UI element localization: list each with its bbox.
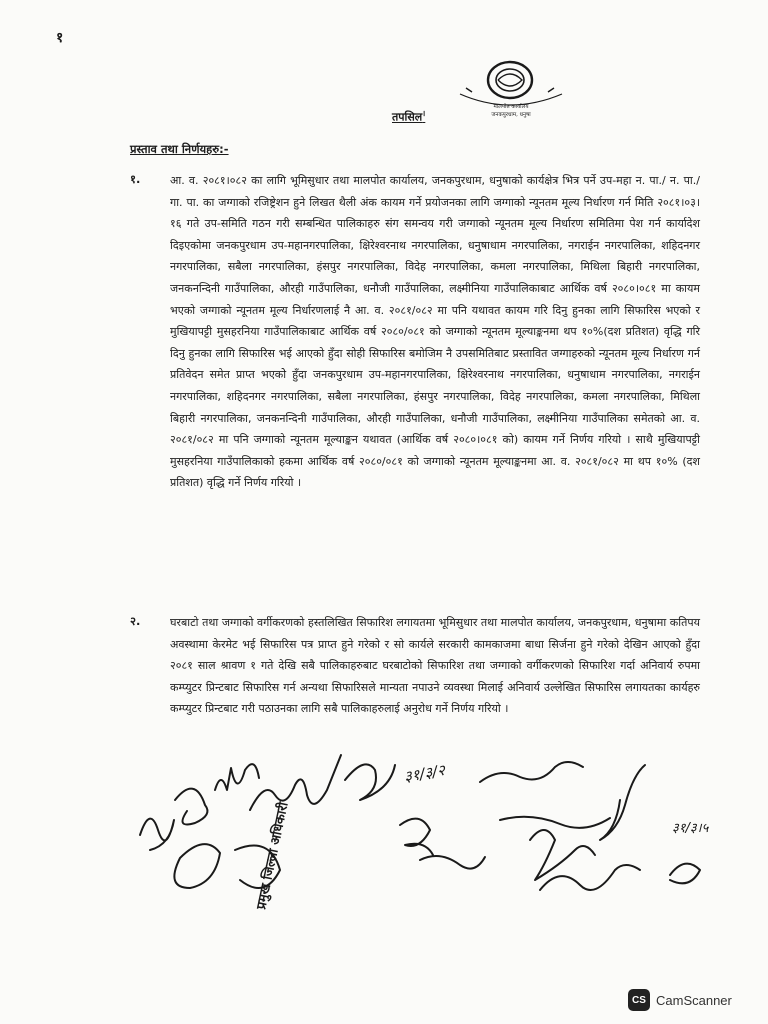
- signature: [530, 830, 595, 880]
- signature-date: ३१/३।५: [672, 821, 709, 836]
- header-label-suffix: ।: [422, 109, 426, 118]
- signature: [480, 762, 583, 782]
- seal-line: जनकपुरधाम, धनुषा: [491, 112, 531, 118]
- signature: [250, 755, 341, 810]
- signatures-block: [120, 740, 720, 930]
- item-number: १.: [130, 172, 141, 186]
- item-number: २.: [130, 614, 141, 628]
- signature: [670, 864, 700, 884]
- stamp-text: प्रमुख जिल्ला अधिकारी: [254, 800, 292, 911]
- signature: [345, 764, 395, 800]
- decision-paragraph: घरबाटो तथा जग्गाको वर्गीकरणको हस्तलिखित सिफारिश लगायतमा भूमिसुधार तथा मालपोत कार्यालय, जनकपुरधाम, धनुषामा कतिपय अवस्थामा केरमेट भई सिफारिस पत्र प्राप्त हुने गरेको र सो कार्यले सरकारी कामकाजमा बाधा सिर्जना हुने गरेको देखिन आएको हुँदा २०८१ साल श्रावण १ गते देखि सबै पालिकाहरुबाट घरबाटोको सिफारिश तथा जग्गाको वर्गीकरणको सिफारिश गर्दा अनिवार्य रुपमा कम्प्युटर प्रिन्टबाट सिफारिस गर्न अन्यथा सिफारिसले मान्यता नपाउने व्यवस्था मिलाई अनिवार्य उल्लेखित सिफारिस लगायतका कार्यहरु कम्प्युटर प्रिन्टबाट गरी पठाउनका लागि सबै पालिकाहरुलाई अनुरोध गर्ने निर्णय गरियो ।: [170, 616, 700, 716]
- signature: [500, 817, 610, 828]
- signature: [400, 819, 433, 855]
- signature: [215, 764, 259, 790]
- corner-mark: १: [56, 30, 64, 46]
- signature: [540, 865, 640, 890]
- camscanner-watermark: [628, 988, 732, 1012]
- signature: [175, 789, 207, 825]
- camscanner-name: CamScanner: [656, 992, 732, 1008]
- signature: [174, 844, 220, 888]
- camscanner-logo-icon: CS: [628, 989, 650, 1011]
- seal-line: मालपोत कार्यालय: [493, 104, 529, 110]
- section-title: प्रस्ताव तथा निर्णयहरु:-: [130, 142, 229, 156]
- signature-date: ३१/३/२: [402, 761, 447, 786]
- header-label-text: तपसिल: [392, 110, 423, 124]
- signature: [420, 856, 485, 869]
- signature: [140, 819, 174, 850]
- header-label: [392, 108, 425, 125]
- office-seal-icon: [452, 58, 570, 120]
- decision-paragraph: आ. व. २०८१।०८२ का लागि भूमिसुधार तथा मालपोत कार्यालय, जनकपुरधाम, धनुषाको कार्यक्षेत्र भित्र पर्ने उप-महा न. पा./ न. पा./ गा. पा. का जग्गाको रजिष्ट्रेशन हुने लिखत थैली अंक कायम गर्ने प्रयोजनका लागि जग्गाको न्यूनतम मूल्य निर्धारण गर्न मिति २०८१।०३।१६ गते उप-समिति गठन गरी सम्बन्धित पालिकाहरु संग समन्वय गरी जग्गाको न्यूनतम मूल्य निर्धारण समितिमा पेश गर्न कार्यादेश दिइएकोमा जनकपुरधाम उप-महानगरपालिका, क्षिरेश्वरनाथ नगरपालिका, धनुषाधाम नगरपालिका, नगराईन नगरपालिका, शहिदनगर नगरपालिका, सबैला नगरपालिका, हंसपुर नगरपालिका, विदेह नगरपालिका, कमला नगरपालिका, मिथिला बिहारी नगरपालिका, जनकनन्दिनी गाउँपालिका, औरही गाउँपालिका, धनौजी गाउँपालिका, लक्ष्मीनिया गाउँपालिकाबाट आर्थिक वर्ष २०८०।०८१ मा कायम भएको जग्गाको न्यूनतम मूल्य निर्धारणलाई नै आ. व. २०८१/०८२ मा पनि यथावत कायम गरि दिनु हुनका लागि सिफारिस भएको र मुखियापट्टी मुसहरनिया गाउँपालिकाबाट आर्थिक वर्ष २०८०/०८१ को जग्गाको न्यूनतम मूल्याङ्कनमा थप १०%(दश प्रतिशत) वृद्धि गरि दिनु हुनका लागि सिफारिस भई आएको हुँदा सोही सिफारिस बमोजिम नै उपसमितिबाट प्रस्तावित जग्गाहरुको न्यूनतम मूल्य निर्धारण गर्न प्रतिवेदन समेत प्राप्त भएकोे हुँदा जनकपुरधाम उप-महानगरपालिका, क्षिरेश्वरनाथ नगरपालिका, धनुषाधाम नगरपालिका, नगराईन नगरपालिका, शहिदनगर नगरपालिका, सबैला नगरपालिका, हंसपुर नगरपालिका, विदेह नगरपालिका, कमला नगरपालिका, मिथिला बिहारी नगरपालिका, जनकनन्दिनी गाउँपालिका, औरही गाउँपालिका, धनौजी गाउँपालिका, लक्ष्मीनिया गाउँपालिका समेतको आ. व. २०८१/०८२ मा पनि जग्गाको न्यूनतम मूल्याङ्कन यथावत (आर्थिक वर्ष २०८०।०८१ को) कायम गर्ने निर्णय गरियो । साथै मुखियापट्टी मुसहरनिया गाउँपालिकाको हकमा आर्थिक वर्ष २०८०/०८१ को जग्गाको न्यूनतम मूल्याङ्कनमा आ. व. २०८१/०८२ मा थप १०% (दश प्रतिशत) वृद्धि गर्ने निर्णय गरियो ।: [170, 174, 700, 490]
- signature: [600, 765, 645, 840]
